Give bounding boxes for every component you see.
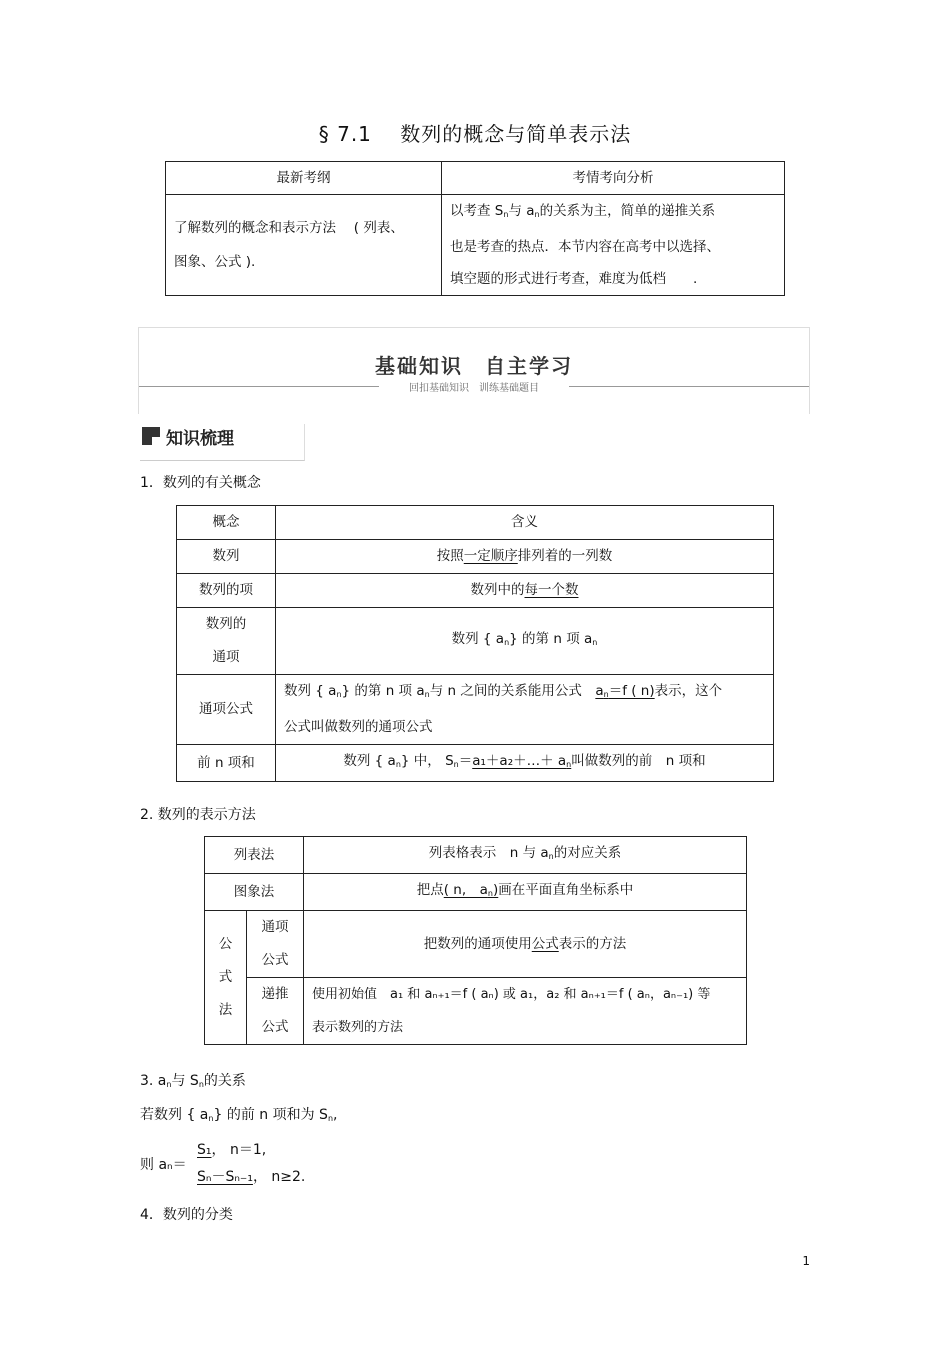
table-row [177,574,774,608]
item2-heading: 2. 数列的表示方法 [140,807,256,823]
answer-blank: 公式 [531,935,559,952]
table-cell: 列表法 [205,837,304,874]
text: , [333,1107,338,1123]
cell-text: 数列 { a [284,683,337,699]
cell-text: } 的第 n 项 a [341,683,425,699]
cell-text: 以考查 S [450,203,504,219]
cell-text: 与 a [508,203,535,219]
answer-blank: 一定顺序 [463,548,518,564]
table-cell [304,978,747,1045]
table-row [166,162,785,195]
heading-text: 与 S [171,1073,199,1089]
cell-text: 公式叫做数列的通项公式 [284,719,433,735]
page-number: 1 [802,1254,810,1268]
table-header: 考情考向分析 [442,162,785,195]
section-header [140,424,305,461]
cell-text: } 的第 n 项 a [509,631,593,647]
cell-text: 画在平面直角坐标系中 [498,882,634,898]
table-row [205,837,747,874]
cell-text: 的关系为主，简单的递推关系 [539,203,716,219]
item3-line1: 若数列 { $a_n$} 的前 n 项和为 $S_n$, [140,1107,338,1123]
table-row [177,675,774,745]
piecewise-case-2 [197,1166,305,1186]
item3-heading: 3. $a_n$与 $S_n$的关系 [140,1073,246,1089]
table-cell: 数列 { $a_n$} 中， $S_n=a_1+a_2+\dots+ a_n$叫做数列的前 n 项和 [276,745,774,782]
cell-text: 把数列的通项使用 [423,935,532,952]
table-cell [205,911,247,1045]
text: 若数列 { a [140,1107,209,1123]
table-row [205,978,747,1045]
representation-table [204,836,747,1045]
cell-text: } 中， S [400,753,454,769]
table-row [177,608,774,675]
answer-text: a [595,683,604,699]
cell-text: 把点 [416,882,444,898]
page-title: § 7.1 数列的概念与简单表示法 [318,122,632,146]
answer-text: ) [492,882,499,898]
table-cell: 数列 [177,540,276,574]
table-cell: 数列的项 [177,574,276,608]
cell-text: 列表格表示 n 与 a [428,845,549,861]
table-cell: 图象法 [205,874,304,911]
table-cell: 通项公式 [177,675,276,745]
answer-blank: $a_n=f$ ( n) [595,683,655,699]
table-header: 最新考纲 [166,162,442,195]
table-cell [304,911,747,978]
heading-text: 3. a [140,1073,167,1089]
table-cell: 数列 { $a_n$} 的第 n 项 $a_n$与 n 之间的关系能用公式 $a_n=f$ ( n)表示，这个 公式叫做数列的通项公式 [276,675,774,745]
cell-text: 通项 [212,649,240,665]
table-cell: 列表格表示 n 与 $a_n$的对应关系 [304,837,747,874]
table-row [166,195,785,296]
section-title: 知识梳理 [166,429,234,449]
answer-blank: ( n, $a_n$) [443,882,499,898]
table-cell: 数列 { $a_n$} 的第 n 项 $a_n$ [276,608,774,675]
square-bullet-icon-notch [152,437,160,445]
answer-blank: S₁ [197,1142,212,1158]
cell-text: 递推 [261,986,289,1002]
cell-text: 数列 { a [451,631,505,647]
table-cell: 前 n 项和 [177,745,276,782]
table-cell [276,574,774,608]
cell-text: 公式 [261,1019,289,1035]
cell-text: 也是考查的热点．本节内容在高考中以选择、 [450,239,720,255]
banner-title: 基础知识 自主学习 [375,354,573,378]
answer-text: ( n, a [443,882,488,898]
cell-text: 数列的 [205,616,247,632]
cell-text: 使用初始值 a₁ 和 aₙ₊₁＝f ( aₙ) 或 a₁，a₂ 和 aₙ₊₁＝f ( aₙ，aₙ₋₁) 等 [312,987,711,1002]
table-row [177,506,774,540]
table-cell [177,608,276,675]
table-cell [276,540,774,574]
cell-text: 图象、公式 ). [174,254,256,270]
cell-text: 叫做数列的前 n 项和 [571,753,706,769]
cell-text: 表示的方法 [558,935,627,952]
concept-table [176,505,774,782]
banner-subtitle: 回扣基础知识 训练基础题目 [379,379,569,394]
table-header: 含义 [276,506,774,540]
text: ， n≥2. [252,1169,306,1185]
text: } 的前 n 项和为 S [213,1107,328,1123]
exam-outline-table [165,161,785,296]
section-banner [138,327,810,414]
cell-text: 填空题的形式进行考查，难度为低档 . [450,271,698,287]
item1-heading: 1．数列的有关概念 [140,475,261,491]
table-cell [247,911,304,978]
answer-blank: 每一个数 [524,582,579,598]
piecewise-label: 则 aₙ＝ [140,1157,187,1173]
cell-text: 通项 [261,919,289,935]
table-header: 概念 [177,506,276,540]
table-row [177,745,774,782]
table-cell [247,978,304,1045]
cell-text: 了解数列的概念和表示方法 ( 列表、 [174,220,404,236]
text: ， n＝1, [211,1142,267,1158]
cell-text: 式 [218,969,233,985]
cell-text: 数列 { a [343,753,396,769]
table-cell [304,874,747,911]
cell-text: 的对应关系 [553,845,622,861]
answer-text: ＝f ( n) [608,683,655,699]
cell-text: 数列中的 [470,582,525,598]
cell-text: 表示数列的方法 [312,1020,404,1035]
table-row [205,911,747,978]
table-cell [166,195,442,296]
cell-text: ＝ [458,753,473,769]
piecewise-case-1 [197,1139,266,1159]
table-cell: 以考查 $S_n$与 $a_n$的关系为主，简单的递推关系 也是考查的热点．本节内容在高考中以选择、 填空题的形式进行考查，难度为低档 . [442,195,785,296]
cell-text: 与 n 之间的关系能用公式 [429,683,582,699]
table-row [177,540,774,574]
answer-blank: Sₙ－Sₙ₋₁ [197,1169,253,1185]
answer-blank: a₁＋a₂＋…＋ $a_n$ [472,753,572,769]
table-row [205,874,747,911]
cell-text: 按照 [436,548,464,564]
cell-text: 公 [218,936,233,952]
cell-text: 法 [218,1002,233,1018]
heading-text: 的关系 [203,1073,246,1089]
answer-text: a₁＋a₂＋…＋ a [472,753,567,769]
item4-heading: 4．数列的分类 [140,1207,233,1223]
cell-text: 公式 [261,952,289,968]
cell-text: 排列着的一列数 [517,548,613,564]
cell-text: 表示，这个 [654,683,723,699]
